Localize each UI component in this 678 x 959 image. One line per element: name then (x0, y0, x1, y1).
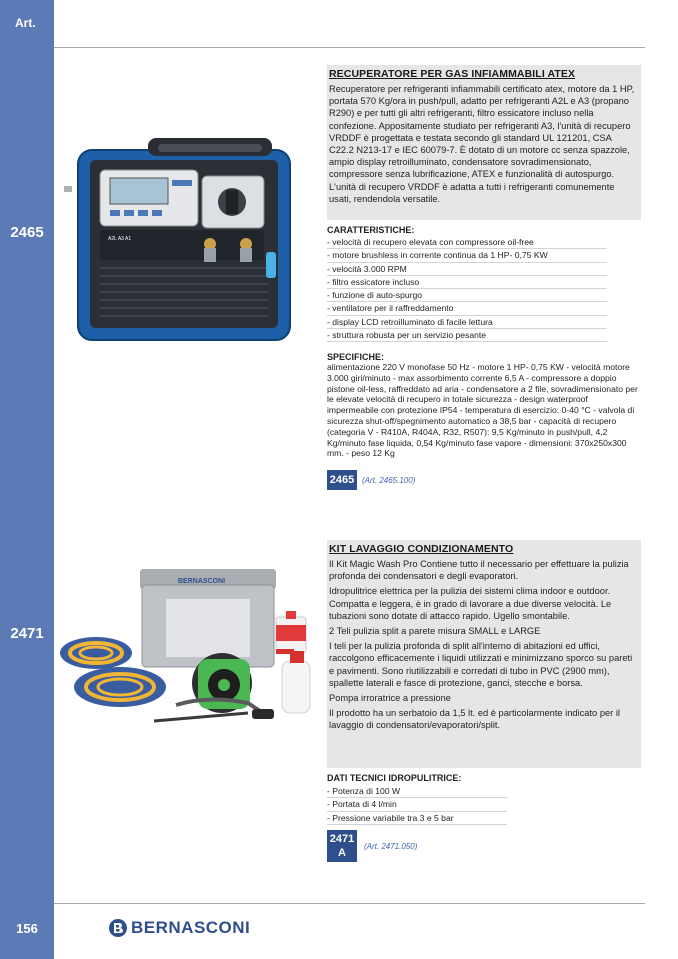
art-column-label: Art. (15, 16, 36, 30)
crate-label: BERNASCONI (178, 578, 226, 585)
brand-name: BERNASCONI (131, 918, 251, 937)
feature-item: - display LCD retroilluminato di facile lettura (327, 316, 607, 329)
side-article-code-2471: 2471 (10, 625, 44, 642)
features-heading: CARATTERISTICHE: (327, 225, 415, 235)
page-number: 156 (16, 921, 38, 936)
product-description (329, 558, 638, 732)
product-title: KIT LAVAGGIO CONDIZIONAMENTO (329, 543, 514, 555)
recovery-unit-photo (60, 132, 312, 364)
description-paragraph: Il Kit Magic Wash Pro Contiene tutto il necessario per effettuare la pulizia profonda dei condensatori e degli evaporatori. (329, 559, 629, 582)
product-description-box (327, 65, 641, 220)
article-code-badge (327, 830, 357, 862)
feature-item: - Portata di 4 l/min (327, 798, 507, 811)
badge-suffix: A (338, 847, 346, 859)
feature-item: - Pressione variabile tra 3 e 5 bar (327, 812, 507, 825)
top-divider (54, 47, 645, 48)
product-title: RECUPERATORE PER GAS INFIAMMABILI ATEX (329, 68, 576, 80)
technical-data-heading: DATI TECNICI IDROPULITRICE: (327, 773, 462, 783)
specs-text: alimentazione 220 V monofase 50 Hz - motore 1 HP- 0,75 KW - velocità motore 3.000 giri/minuto - max assorbimento corrente 6,5 A - compressore a doppio pistone oil-less, raffreddato ad aria - condensatore a 2 file, sovradimensionato per le elevate velocità di recupero in totale sicurezza - design waterproof impermeabile con protezione IP54 - temperatura di esercizio: 0-40 °C - valvola di sicurezza shut-off/spegnimento automatico a 38,5 bar - capacità di recupero (categoria V - R410A, R404A, R32, R507): 9,5 Kg/minuto in push/pull, 4,2 Kg/minuto fase liquida, 0,54 Kg/minuto fase vapore - dimensioni: 370x250x300 mm. - peso 12 Kg (327, 362, 638, 459)
article-reference: (Art. 2471.050) (364, 842, 418, 851)
description-paragraph: Il prodotto ha un serbatoio da 1,5 lt. ed è particolarmente indicato per il lavaggio di condensatori/evaporatori/split. (329, 708, 620, 731)
feature-item: - ventilatore per il raffreddamento (327, 302, 607, 315)
specs-heading: SPECIFICHE: (327, 352, 385, 362)
description-paragraph: 2 Teli pulizia split a parete misura SMALL e LARGE (329, 626, 541, 637)
technical-data-list (327, 785, 507, 825)
product-description-box (327, 540, 641, 768)
feature-item: - velocità 3.000 RPM (327, 263, 607, 276)
wash-kit-photo (58, 565, 326, 745)
svg-text:A2L A3 A1: A2L A3 A1 (108, 236, 132, 242)
feature-item: - Potenza di 100 W (327, 785, 507, 798)
side-article-code-2465: 2465 (10, 224, 44, 241)
feature-item: - velocità di recupero elevata con compressore oil-free (327, 236, 607, 249)
description-paragraph: Recuperatore per refrigeranti infiammabili certificato atex, motore da 1 HP, portata 570 Kg/ora in push/pull, adatto per refrigeranti A2L e A3 (propano R290) e per tutti gli altri refrigeranti, filtro essicatore incluso nella confezione. Appositamente studiato per refrigeranti A3, l'unità di recupero VRDDF è progettata e testata secondo gli standard UL 121201, CSA C22.2 N213-17 e IEC 60079-7. È dotato di un motore cc senza spazzole, ampio display retroilluminato, condensatore sovradimensionato, compressore senza lubrificazione, ATEX e funzionalità di autospurgo. L'unità di recupero VRDDF è adatta a tutti i refrigeranti comunemente usati, rendendola versatile. (329, 84, 635, 204)
feature-item: - motore brushless in corrente continua da 1 HP- 0,75 KW (327, 249, 607, 262)
feature-item: - funzione di auto-spurgo (327, 289, 607, 302)
article-reference: (Art. 2465.100) (362, 476, 416, 485)
article-code-badge: 2465 (327, 470, 357, 490)
features-list (327, 236, 607, 342)
bernasconi-b-logo-icon (108, 918, 128, 938)
product-description (329, 83, 638, 205)
description-paragraph: I teli per la pulizia profonda di split all'interno di abitazioni ed uffici, raccolgono efficacemente i liquidi utilizzati e minimizzano sporco su pareti e pavimenti. Sono riutilizzabili e corredati di tubo in PVC (2900 mm), spallette laterali e fasce di protezione, ganci, stecche e borsa. (329, 641, 633, 688)
feature-item: - struttura robusta per un servizio pesante (327, 329, 607, 342)
badge-code: 2471 (329, 833, 355, 845)
description-paragraph: Pompa irroratrice a pressione (329, 693, 451, 704)
feature-item: - filtro essicatore incluso (327, 276, 607, 289)
bottom-divider (54, 903, 645, 904)
brand-logo (108, 918, 250, 938)
left-sidebar (0, 0, 54, 959)
description-paragraph: Idropulitrice elettrica per la pulizia dei sistemi clima indoor e outdoor. Compatta e leggera, è in grado di lavorare a due diverse velocità. Le tubazioni sono dotate di attacco rapido. Ugello smontabile. (329, 586, 612, 621)
